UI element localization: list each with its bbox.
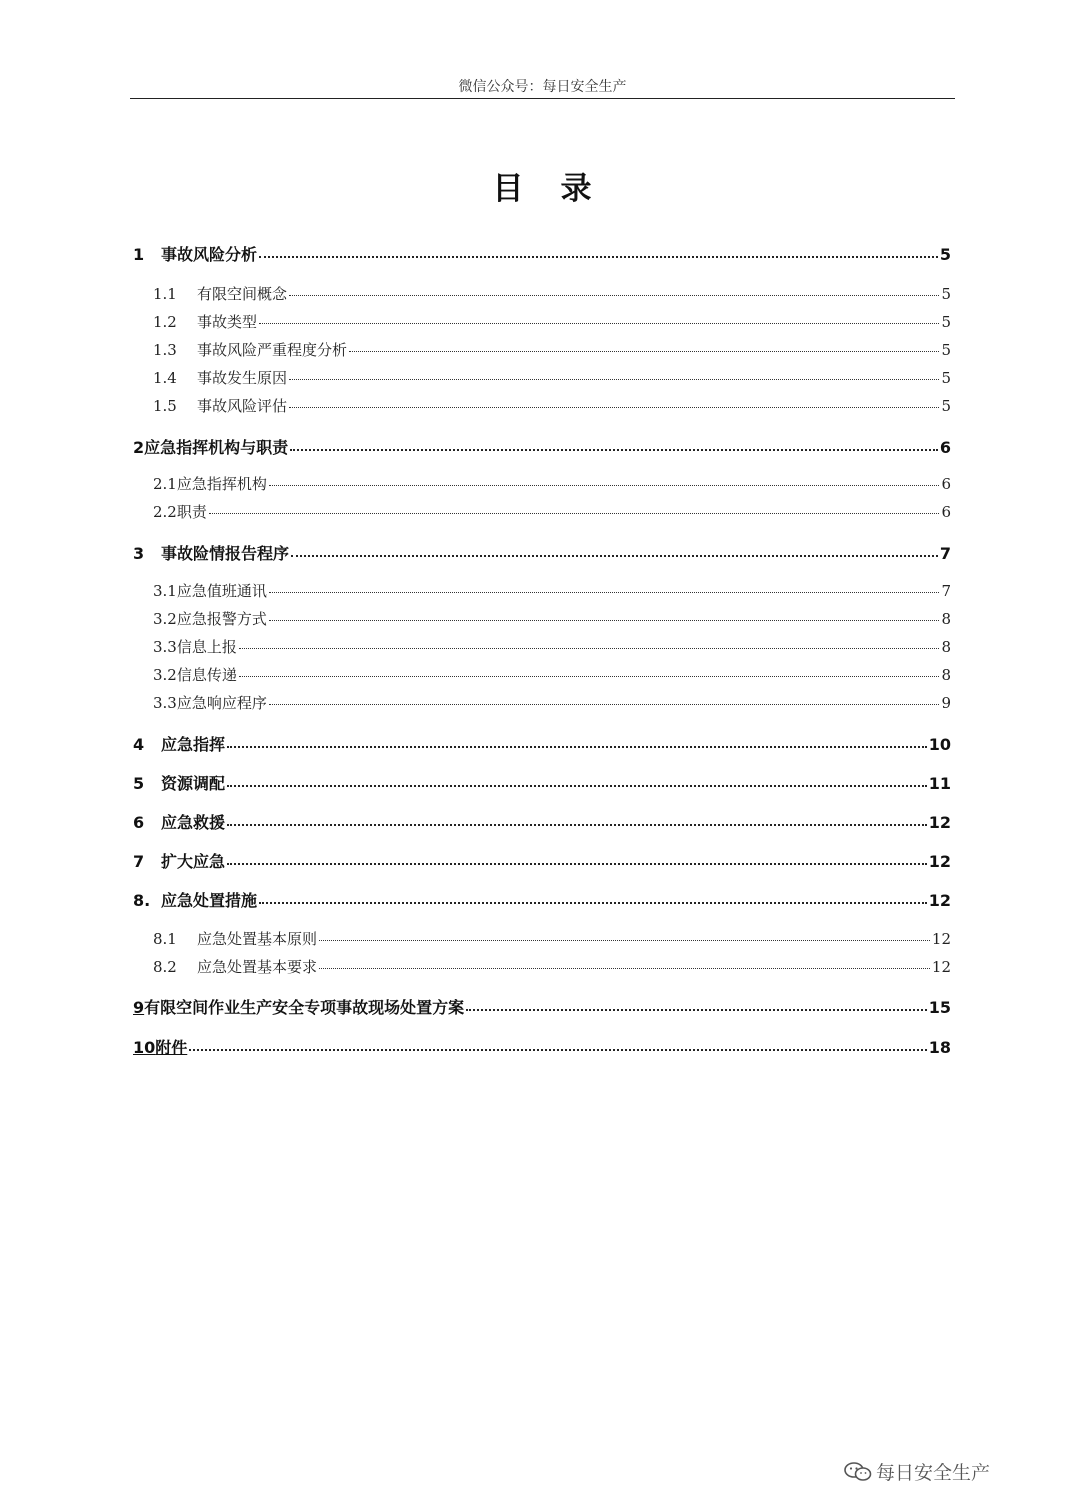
toc-page: 8 [941,666,951,684]
toc-title: 信息传递 [176,666,237,684]
toc-leader [259,244,938,260]
toc-title: 有限空间概念 [197,285,288,303]
toc-page: 5 [941,285,951,303]
watermark-text: 每日安全生产 [876,1462,991,1484]
toc-page: 6 [941,475,951,493]
toc-entry-1-5[interactable] [133,395,951,416]
toc-number: 7 [133,852,145,871]
toc-entry-3-2[interactable] [133,608,951,629]
title-char-left: 目 [492,171,525,207]
toc-title: 事故风险分析 [161,245,258,264]
toc-leader [289,284,939,299]
toc-title: 事故类型 [197,313,258,331]
toc-number: 10 [133,1038,156,1057]
toc-number: 3 [133,544,145,563]
toc-leader [239,665,940,680]
watermark [844,1458,990,1485]
toc-number: 5 [133,774,145,793]
toc-leader [259,890,927,906]
toc-page: 12 [928,813,951,832]
toc-entry-2-1[interactable] [133,473,951,494]
toc-title: 应急指挥机构与职责 [144,438,289,457]
toc-number: 8. [133,891,151,910]
toc-entry-1[interactable] [133,242,951,265]
toc-entry-3-1[interactable] [133,580,951,601]
toc-title: 应急救援 [161,813,226,832]
page-title [130,163,955,208]
toc-page: 7 [941,582,951,600]
toc-number: 1.4 [153,369,177,387]
toc-number: 1.5 [153,397,177,415]
toc-leader [290,437,938,453]
toc-number: 1.1 [153,285,177,303]
toc-page: 15 [928,998,951,1017]
toc-entry-7[interactable] [133,849,951,872]
toc-leader [259,312,939,327]
toc-title: 事故发生原因 [197,369,288,387]
toc-page: 6 [939,438,951,457]
toc-leader [227,812,927,828]
toc-title: 应急处置措施 [161,891,258,910]
toc-title: 应急指挥 [161,735,226,754]
toc-leader [269,609,940,624]
toc-title: 应急指挥机构 [176,475,267,493]
toc-entry-8-2[interactable] [133,956,951,977]
page-header: 微信公众号：每日安全生产 [458,79,627,95]
toc-number: 6 [133,813,145,832]
toc-leader [227,773,927,789]
toc-leader [466,997,927,1013]
toc-page: 5 [941,397,951,415]
toc-entry-3[interactable] [133,541,951,564]
toc-number: 8.2 [153,958,177,976]
toc-page: 9 [941,694,951,712]
toc-page: 6 [941,503,951,521]
toc-page: 12 [931,930,951,948]
toc-number: 2.1 [153,475,177,493]
toc-entry-3-2b[interactable] [133,664,951,685]
toc-entry-8-1[interactable] [133,928,951,949]
toc-page: 8 [941,638,951,656]
title-char-right: 录 [560,171,593,207]
toc-page: 5 [941,341,951,359]
toc-page: 11 [928,774,951,793]
toc-number: 3.3 [153,694,177,712]
toc-title: 资源调配 [161,774,226,793]
toc-leader [319,929,930,944]
toc-title: 事故险情报告程序 [161,544,290,563]
toc-number: 3.3 [153,638,177,656]
toc-title: 有限空间作业生产安全专项事故现场处置方案 [144,998,465,1017]
toc-entry-3-3b[interactable] [133,692,951,713]
toc-entry-1-3[interactable] [133,339,951,360]
toc-number: 3.1 [153,582,177,600]
toc-leader [227,851,927,867]
toc-leader [289,368,939,383]
wechat-icon [844,1462,872,1482]
toc-page: 5 [941,369,951,387]
toc-page: 12 [931,958,951,976]
toc-entry-3-3[interactable] [133,636,951,657]
toc-page: 12 [928,891,951,910]
toc-page: 12 [928,852,951,871]
toc-entry-8[interactable] [133,888,951,911]
toc-leader [319,957,930,972]
toc-leader [239,637,940,652]
toc-title: 附件 [155,1038,188,1057]
toc-title: 事故风险评估 [197,397,288,415]
toc-entry-6[interactable] [133,810,951,833]
toc-title: 应急报警方式 [176,610,267,628]
toc-leader [269,474,940,489]
toc-title: 信息上报 [176,638,237,656]
toc-page: 10 [928,735,951,754]
toc-page: 7 [939,544,951,563]
toc-page: 18 [928,1038,951,1057]
toc-leader [291,543,938,559]
toc-title: 应急处置基本要求 [197,958,318,976]
toc-page: 5 [939,245,951,264]
toc-leader [269,693,940,708]
toc-title: 应急处置基本原则 [197,930,318,948]
toc-number: 2.2 [153,503,177,521]
toc-entry-4[interactable] [133,732,951,755]
toc-leader [289,396,939,411]
toc-entry-2-2[interactable] [133,501,951,522]
toc-title: 扩大应急 [161,852,226,871]
toc-page: 5 [941,313,951,331]
toc-leader [227,734,927,750]
toc-page: 8 [941,610,951,628]
toc-number: 3.2 [153,666,177,684]
toc-leader [349,340,939,355]
toc-entry-1-4[interactable] [133,367,951,388]
header-rule [130,98,955,99]
toc-leader [269,581,940,596]
toc-number: 1.2 [153,313,177,331]
toc-number: 1 [133,245,145,264]
toc-number: 2 [133,438,145,457]
toc-title: 职责 [176,503,207,521]
toc-entry-2[interactable] [133,435,951,458]
toc-entry-10[interactable] [133,1035,951,1058]
toc-title: 应急响应程序 [176,694,267,712]
toc-number: 9 [133,998,145,1017]
toc-title: 事故风险严重程度分析 [197,341,348,359]
toc-entry-1-1[interactable] [133,283,951,304]
toc-number: 8.1 [153,930,177,948]
toc-number: 1.3 [153,341,177,359]
toc-entry-5[interactable] [133,771,951,794]
toc-entry-9[interactable] [133,995,951,1018]
toc-title: 应急值班通讯 [176,582,267,600]
toc-number: 3.2 [153,610,177,628]
toc-leader [189,1037,926,1053]
toc-entry-1-2[interactable] [133,311,951,332]
toc-number: 4 [133,735,145,754]
toc-leader [209,502,940,517]
